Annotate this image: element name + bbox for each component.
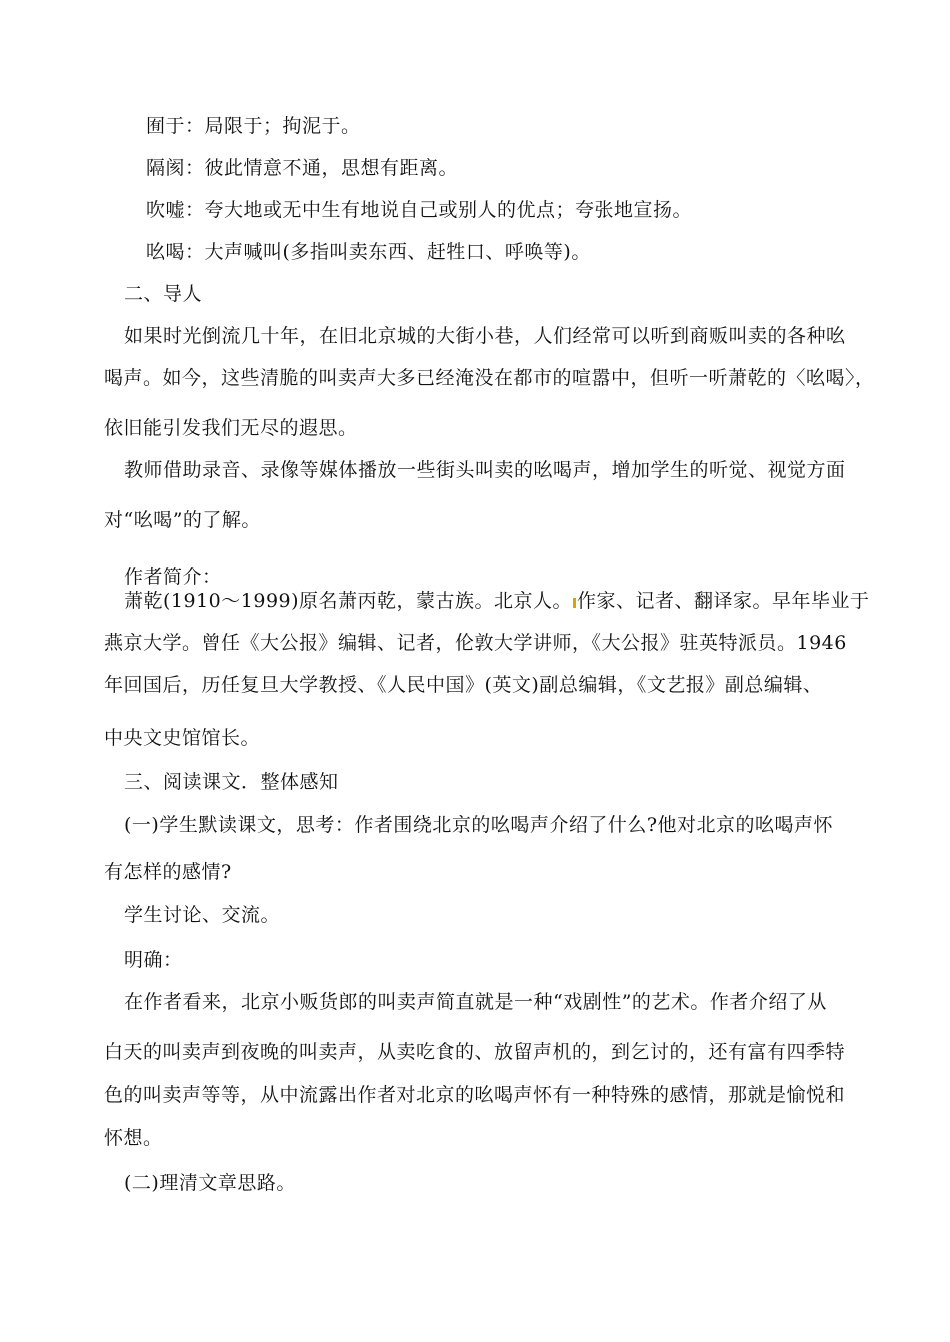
subsection-heading: (二)理清文章思路。 — [124, 1172, 296, 1194]
paragraph-line: 学生讨论、交流。 — [124, 904, 281, 926]
paragraph-line: 有怎样的感情? — [104, 861, 232, 883]
paragraph-line: 明确： — [124, 949, 183, 971]
vocab-line-chuixu: 吹嘘：夸大地或无中生有地说自己或别人的优点；夸张地宣扬。 — [146, 199, 693, 221]
highlight-mark — [573, 598, 576, 608]
paragraph-line: 白天的叫卖声到夜晚的叫卖声，从卖吃食的、放留声机的，到乞讨的，还有富有四季特 — [104, 1041, 846, 1063]
section-heading-intro: 二、导人 — [124, 283, 203, 305]
section-heading-reading: 三、阅读课文．整体感知 — [124, 771, 339, 793]
paragraph-line: 年回国后，历任复旦大学教授、《人民中国》(英文)副总编辑，《文艺报》副总编辑、 — [104, 674, 823, 696]
paragraph-line: 燕京大学。曾任《大公报》编辑、记者，伦敦大学讲师，《大公报》驻英特派员。1946 — [104, 632, 847, 654]
paragraph-line: 对“吆喝”的了解。 — [104, 509, 261, 531]
paragraph-line: 喝声。如今，这些清脆的叫卖声大多已经淹没在都市的喧嚣中，但听一听萧乾的〈吆喝〉， — [104, 367, 875, 389]
paragraph-line: 中央文史馆馆长。 — [104, 727, 261, 749]
vocab-line-youyu: 囿于：局限于；拘泥于。 — [146, 115, 361, 137]
paragraph-line — [124, 589, 870, 613]
vocab-line-gehe: 隔阂：彼此情意不通，思想有距离。 — [146, 157, 459, 179]
paragraph-line: 教师借助录音、录像等媒体播放一些街头叫卖的吆喝声，增加学生的听觉、视觉方面 — [124, 459, 846, 481]
author-text-part: 作家、记者、翻译家。早年毕业于 — [577, 590, 870, 612]
vocab-line-yaohe: 吆喝：大声喊叫(多指叫卖东西、赶牲口、呼唤等)。 — [146, 241, 591, 263]
paragraph-line: (一)学生默读课文，思考：作者围绕北京的吆喝声介绍了什么?他对北京的吆喝声怀 — [124, 814, 834, 836]
paragraph-line: 色的叫卖声等等，从中流露出作者对北京的吆喝声怀有一种特殊的感情，那就是愉悦和 — [104, 1084, 846, 1106]
paragraph-line: 怀想。 — [104, 1127, 163, 1149]
author-text-part: 萧乾(1910～1999)原名萧丙乾，蒙古族。北京人。 — [124, 590, 573, 612]
paragraph-line: 如果时光倒流几十年，在旧北京城的大街小巷，人们经常可以听到商贩叫卖的各种吆 — [124, 325, 846, 347]
author-heading: 作者简介： — [124, 566, 222, 588]
paragraph-line: 在作者看来，北京小贩货郎的叫卖声简直就是一种“戏剧性”的艺术。作者介绍了从 — [124, 991, 827, 1013]
paragraph-line: 依旧能引发我们无尽的遐思。 — [104, 417, 358, 439]
